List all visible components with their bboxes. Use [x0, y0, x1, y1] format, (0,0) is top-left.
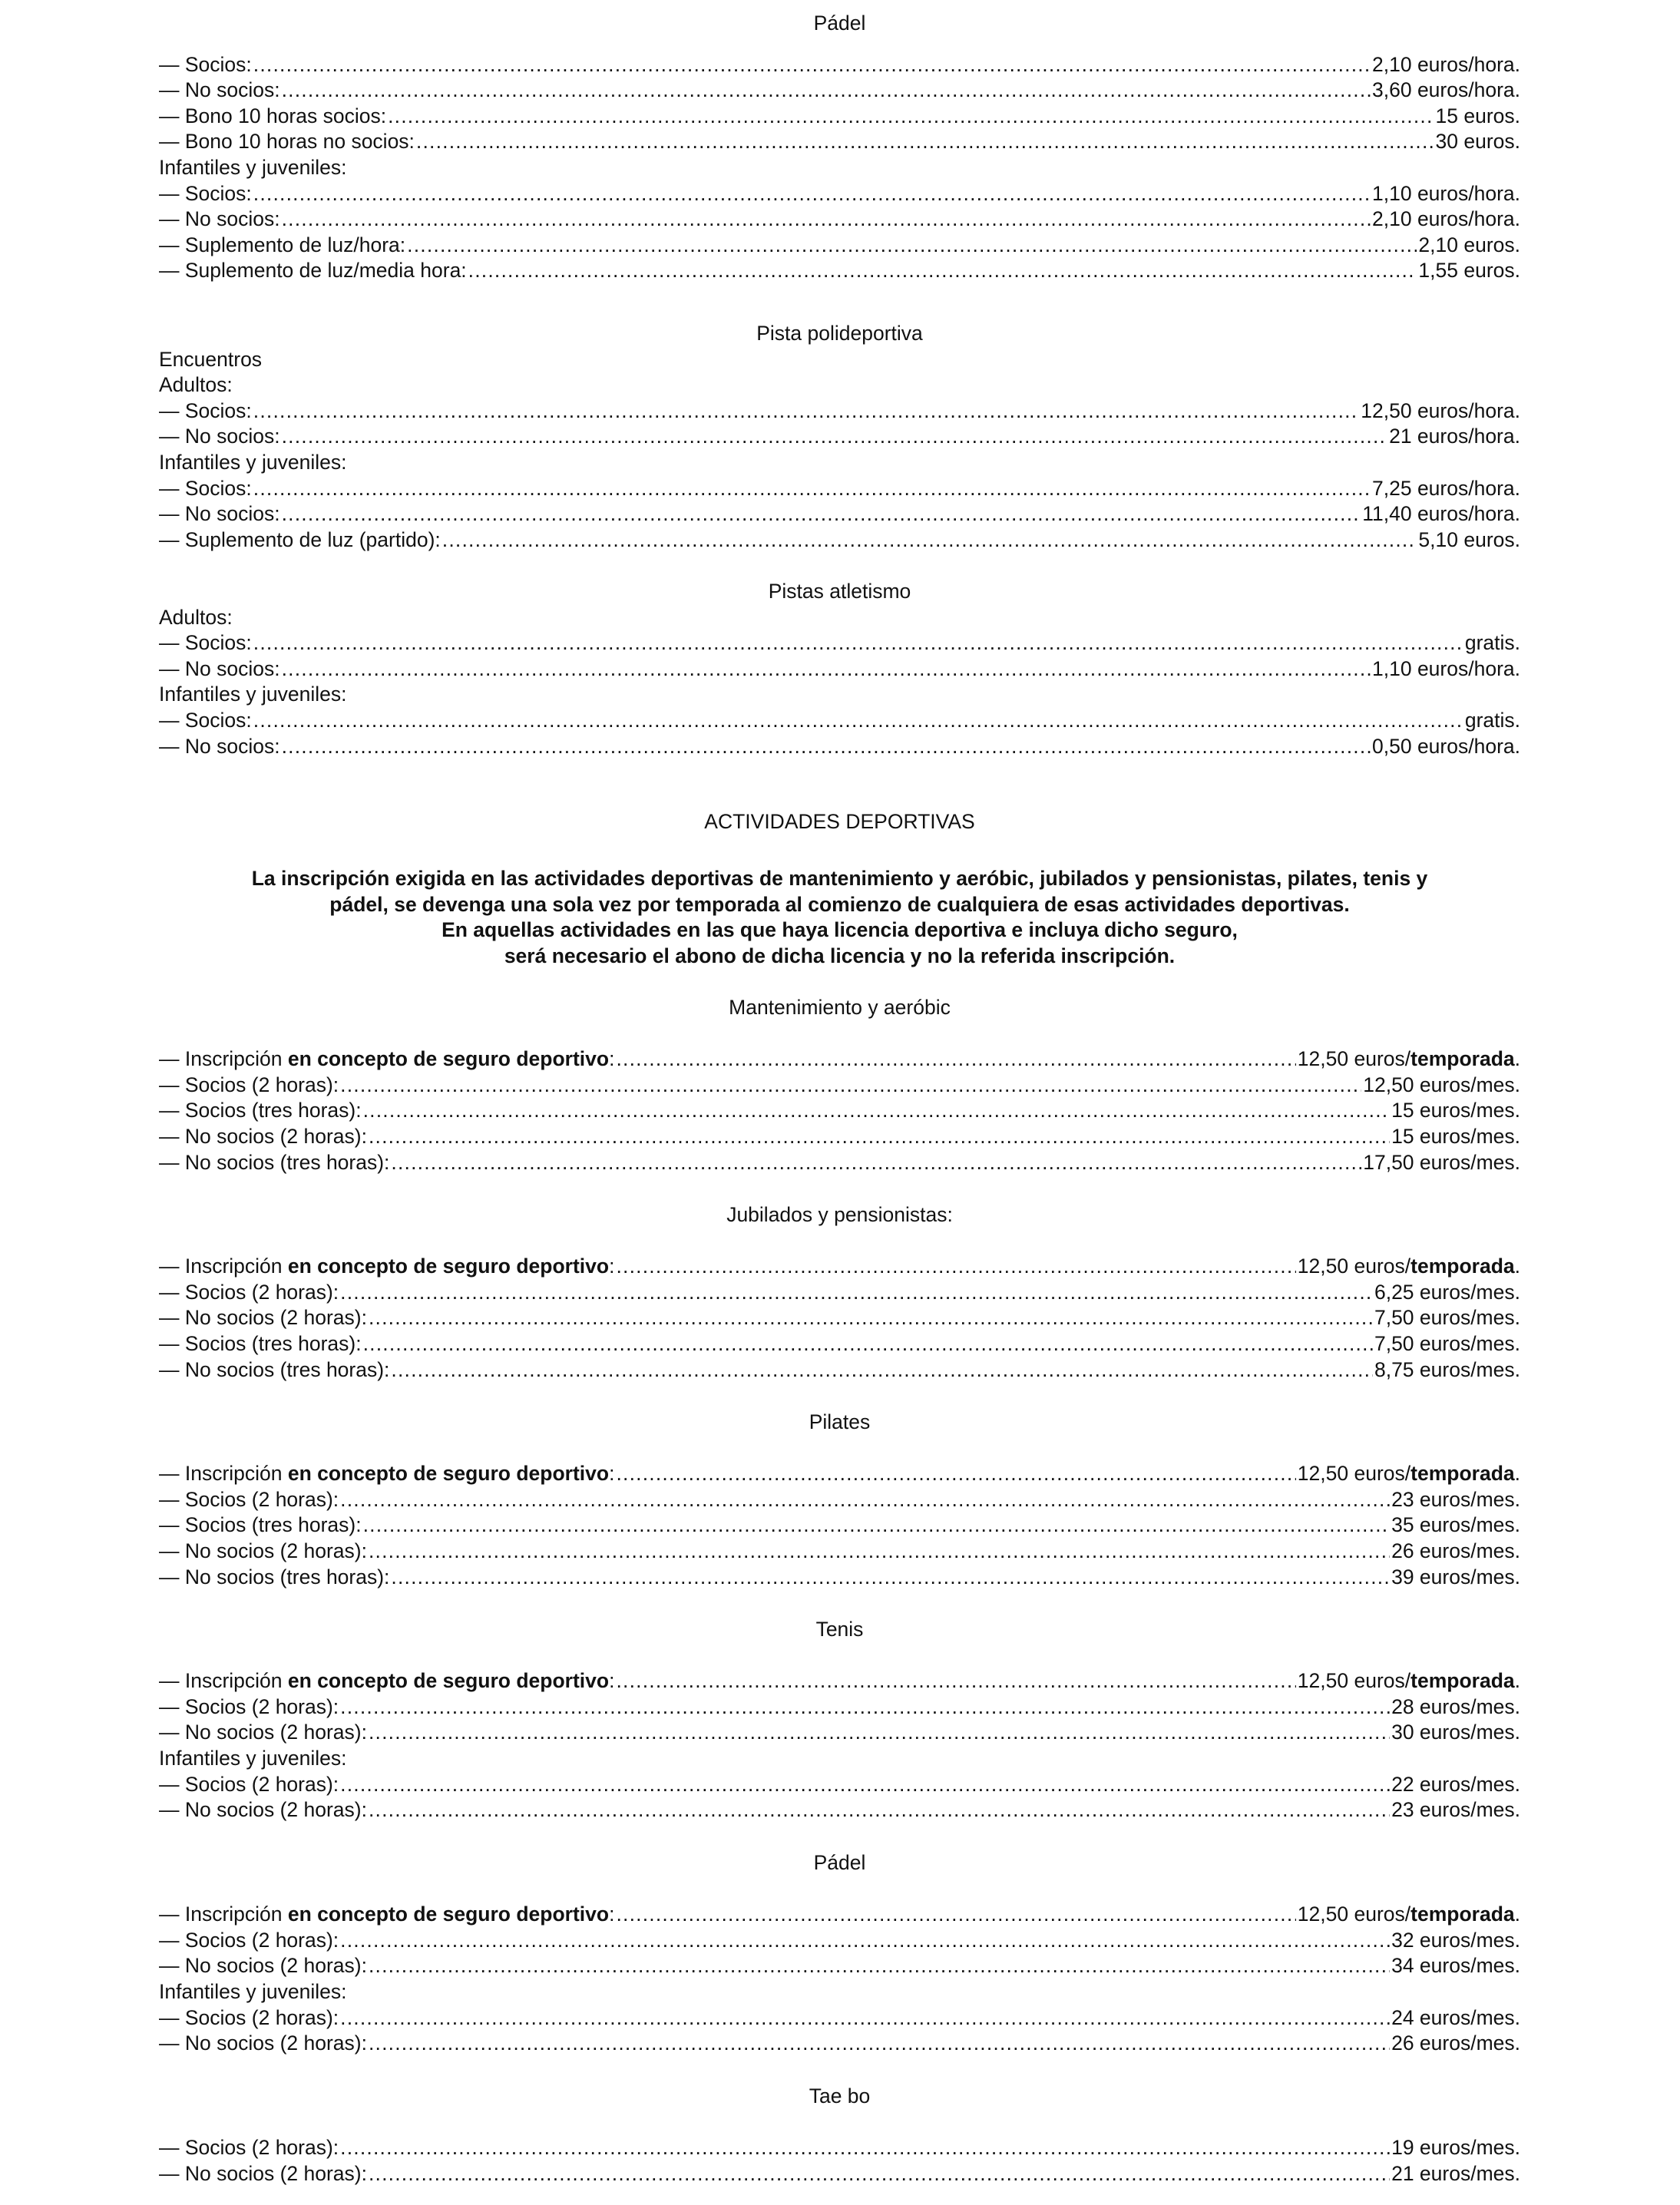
fee-row [159, 1539, 1520, 1565]
section-title: Tae bo [809, 2084, 871, 2107]
fee-label: — No socios (2 horas): [159, 1124, 367, 1148]
fee-value: 23 euros/mes. [1391, 1487, 1520, 1511]
fee-label: — Inscripción en concepto de seguro deportivo: [159, 1047, 615, 1071]
fee-row [159, 1280, 1520, 1306]
section-pista-polideportiva [159, 321, 1520, 553]
fee-value: 12,50 euros/hora. [1361, 398, 1520, 422]
fee-label: — Inscripción en concepto de seguro deportivo: [159, 1669, 615, 1693]
fee-label: — Inscripción en concepto de seguro deportivo: [159, 1903, 615, 1926]
fee-row [159, 656, 1520, 683]
fee-row [159, 527, 1520, 554]
fee-row [159, 78, 1520, 104]
fee-label: — No socios (2 horas): [159, 1954, 367, 1978]
subsection-label: Infantiles y juveniles: [159, 155, 347, 179]
fee-value: 19 euros/mes. [1391, 2136, 1520, 2160]
fee-label: — No socios (tres horas): [159, 1357, 390, 1381]
fee-value: 35 euros/mes. [1391, 1513, 1520, 1537]
fee-row [159, 501, 1520, 527]
fee-value: 23 euros/mes. [1391, 1798, 1520, 1822]
fee-row [159, 1565, 1520, 1591]
fee-value: 12,50 euros/temporada. [1297, 1903, 1520, 1926]
fee-value: 32 euros/mes. [1391, 1928, 1520, 1952]
section-actividades-deportivas [159, 809, 1520, 835]
fee-value: 12,50 euros/mes. [1363, 1073, 1520, 1096]
fee-row [159, 52, 1520, 78]
fee-label: — No socios (2 horas): [159, 1306, 367, 1330]
fee-value: 1,10 euros/hora. [1372, 656, 1520, 680]
section-pistas-atletismo [159, 579, 1520, 759]
fee-row [159, 1720, 1520, 1746]
fee-row [159, 1694, 1520, 1721]
subsection-label: Infantiles y juveniles: [159, 450, 347, 474]
fee-value: 30 euros/mes. [1391, 1721, 1520, 1744]
fee-row [159, 129, 1520, 155]
fee-value: 15 euros. [1435, 104, 1520, 127]
fee-value: gratis. [1464, 631, 1520, 655]
fee-value: 11,40 euros/hora. [1362, 502, 1520, 526]
fee-value: 1,10 euros/hora. [1372, 181, 1520, 205]
inscription-row [159, 1668, 1520, 1694]
inscription-row [159, 1461, 1520, 1487]
fee-label: — Socios (2 horas): [159, 1487, 339, 1511]
fee-label: — Socios (2 horas): [159, 1073, 339, 1096]
fee-row [159, 1305, 1520, 1331]
fee-label: — Socios (tres horas): [159, 1331, 362, 1355]
note-line: será necesario el abono de dicha licencia y no la referida inscripción. [504, 944, 1176, 967]
fee-value: 12,50 euros/temporada. [1297, 1255, 1520, 1278]
section-pilates [159, 1410, 1520, 1590]
fee-row [159, 2135, 1520, 2161]
fee-row [159, 1150, 1520, 1176]
fee-row [159, 1073, 1520, 1099]
fee-value: 7,25 euros/hora. [1372, 476, 1520, 500]
subsection-label: Adultos: [159, 605, 233, 629]
fee-label: — No socios: [159, 207, 280, 231]
section-heading: ACTIVIDADES DEPORTIVAS [704, 810, 975, 833]
subsection-label: Infantiles y juveniles: [159, 1746, 347, 1770]
fee-label: — Bono 10 horas socios: [159, 104, 387, 127]
subsection-label: Encuentros [159, 347, 263, 371]
fee-value: 28 euros/mes. [1391, 1694, 1520, 1718]
fee-value: 26 euros/mes. [1391, 1539, 1520, 1562]
fee-value: 22 euros/mes. [1391, 1772, 1520, 1796]
fee-row [159, 1797, 1520, 1823]
fee-row [159, 1357, 1520, 1383]
fee-row [159, 104, 1520, 130]
fee-row [159, 1487, 1520, 1513]
fee-label: — No socios (2 horas): [159, 1798, 367, 1822]
fee-label: — Socios (2 horas): [159, 1772, 339, 1796]
inscription-row [159, 1046, 1520, 1073]
fee-value: 21 euros/mes. [1391, 2161, 1520, 2185]
fee-value: 6,25 euros/mes. [1374, 1280, 1520, 1304]
fee-row [159, 630, 1520, 656]
fee-row [159, 1124, 1520, 1150]
fee-row [159, 424, 1520, 450]
fee-value: 5,10 euros. [1418, 527, 1520, 551]
fee-row [159, 2031, 1520, 2057]
fee-value: 7,50 euros/mes. [1374, 1331, 1520, 1355]
fee-label: — Socios: [159, 398, 252, 422]
fee-value: gratis. [1464, 708, 1520, 732]
section-title: Pistas atletismo [768, 580, 911, 603]
fee-row [159, 258, 1520, 284]
fee-row [159, 1512, 1520, 1539]
fee-label: — Socios: [159, 52, 252, 76]
fee-row [159, 1953, 1520, 1979]
fee-value: 1,55 euros. [1418, 259, 1520, 283]
fee-label: — Bono 10 horas no socios: [159, 130, 415, 154]
section-title: Jubilados y pensionistas: [726, 1203, 953, 1226]
fee-value: 2,10 euros/hora. [1372, 207, 1520, 231]
note-line: La inscripción exigida en las actividades deportivas de mantenimiento y aeróbic, jubilados y pensionistas, pilates, tenis y [251, 867, 1428, 890]
fee-row [159, 2005, 1520, 2031]
fee-row [159, 2161, 1520, 2187]
section-title: Pádel [813, 1851, 866, 1874]
fee-label: — Socios (2 horas): [159, 2005, 339, 2029]
fee-label: — No socios (2 horas): [159, 1721, 367, 1744]
section-title: Pádel [813, 12, 866, 35]
subsection-label: Infantiles y juveniles: [159, 683, 347, 706]
section-title: Pilates [809, 1410, 871, 1433]
fee-label: — No socios: [159, 78, 280, 102]
fee-label: — Socios: [159, 476, 252, 500]
fee-label: — No socios (tres horas): [159, 1150, 390, 1174]
section-padel-actividad [159, 1850, 1520, 2057]
fee-label: — Socios: [159, 181, 252, 205]
section-padel-instalaciones [159, 11, 1520, 284]
fee-value: 26 euros/mes. [1391, 2031, 1520, 2055]
fee-value: 12,50 euros/temporada. [1297, 1669, 1520, 1693]
fee-label: — Socios (2 horas): [159, 1694, 339, 1718]
section-mantenimiento [159, 995, 1520, 1175]
fee-row [159, 1331, 1520, 1357]
fee-label: — No socios: [159, 425, 280, 448]
fee-value: 3,60 euros/hora. [1372, 78, 1520, 102]
fee-value: 12,50 euros/temporada. [1297, 1462, 1520, 1486]
section-title: Pista polideportiva [756, 322, 923, 345]
section-tenis [159, 1617, 1520, 1823]
fee-value: 30 euros. [1435, 130, 1520, 154]
fee-value: 17,50 euros/mes. [1363, 1150, 1520, 1174]
fee-label: — No socios (2 horas): [159, 1539, 367, 1562]
fee-row [159, 398, 1520, 425]
section-taebo [159, 2084, 1520, 2187]
fee-value: 21 euros/hora. [1389, 425, 1520, 448]
section-title: Mantenimiento y aeróbic [729, 996, 951, 1019]
fee-row [159, 207, 1520, 233]
fee-row [159, 476, 1520, 502]
inscription-note [159, 866, 1520, 969]
fee-value: 24 euros/mes. [1391, 2005, 1520, 2029]
inscription-row [159, 1902, 1520, 1928]
fee-label: — Inscripción en concepto de seguro deportivo: [159, 1462, 615, 1486]
fee-label: — Suplemento de luz/media hora: [159, 259, 467, 283]
fee-value: 15 euros/mes. [1391, 1099, 1520, 1122]
section-jubilados [159, 1202, 1520, 1383]
inscription-row [159, 1254, 1520, 1280]
subsection-label: Adultos: [159, 373, 233, 397]
section-title: Tenis [815, 1618, 864, 1641]
fee-label: — Socios: [159, 631, 252, 655]
subsection-label: Infantiles y juveniles: [159, 1979, 347, 2003]
fee-label: — No socios (2 horas): [159, 2031, 367, 2055]
fee-row [159, 1928, 1520, 1954]
fee-row [159, 708, 1520, 734]
fee-label: — Suplemento de luz (partido): [159, 527, 441, 551]
note-line: En aquellas actividades en las que haya licencia deportiva e incluya dicho seguro, [441, 918, 1238, 942]
fee-label: — Socios (2 horas): [159, 1280, 339, 1304]
fee-label: — Socios: [159, 708, 252, 732]
fee-row [159, 181, 1520, 207]
fee-label: — No socios (2 horas): [159, 2161, 367, 2185]
fee-label: — No socios: [159, 656, 280, 680]
fee-label: — No socios: [159, 734, 280, 758]
fee-row [159, 1772, 1520, 1798]
fee-label: — Socios (tres horas): [159, 1099, 362, 1122]
note-line: pádel, se devenga una sola vez por temporada al comienzo de cualquiera de esas actividades deportivas. [329, 892, 1350, 916]
fee-label: — Suplemento de luz/hora: [159, 233, 406, 256]
fee-value: 12,50 euros/temporada. [1297, 1047, 1520, 1071]
fee-value: 2,10 euros/hora. [1372, 52, 1520, 76]
fee-label: — Socios (tres horas): [159, 1513, 362, 1537]
fee-row [159, 1098, 1520, 1124]
fee-label: — Socios (2 horas): [159, 2136, 339, 2160]
fee-row [159, 734, 1520, 760]
fee-value: 0,50 euros/hora. [1372, 734, 1520, 758]
fee-value: 34 euros/mes. [1391, 1954, 1520, 1978]
fee-row [159, 233, 1520, 259]
fee-label: — No socios: [159, 502, 280, 526]
fee-value: 39 euros/mes. [1391, 1565, 1520, 1588]
fee-value: 8,75 euros/mes. [1374, 1357, 1520, 1381]
fee-label: — Inscripción en concepto de seguro deportivo: [159, 1255, 615, 1278]
fee-label: — Socios (2 horas): [159, 1928, 339, 1952]
fee-label: — No socios (tres horas): [159, 1565, 390, 1588]
fee-value: 2,10 euros. [1418, 233, 1520, 256]
fee-value: 7,50 euros/mes. [1374, 1306, 1520, 1330]
fee-value: 15 euros/mes. [1391, 1124, 1520, 1148]
